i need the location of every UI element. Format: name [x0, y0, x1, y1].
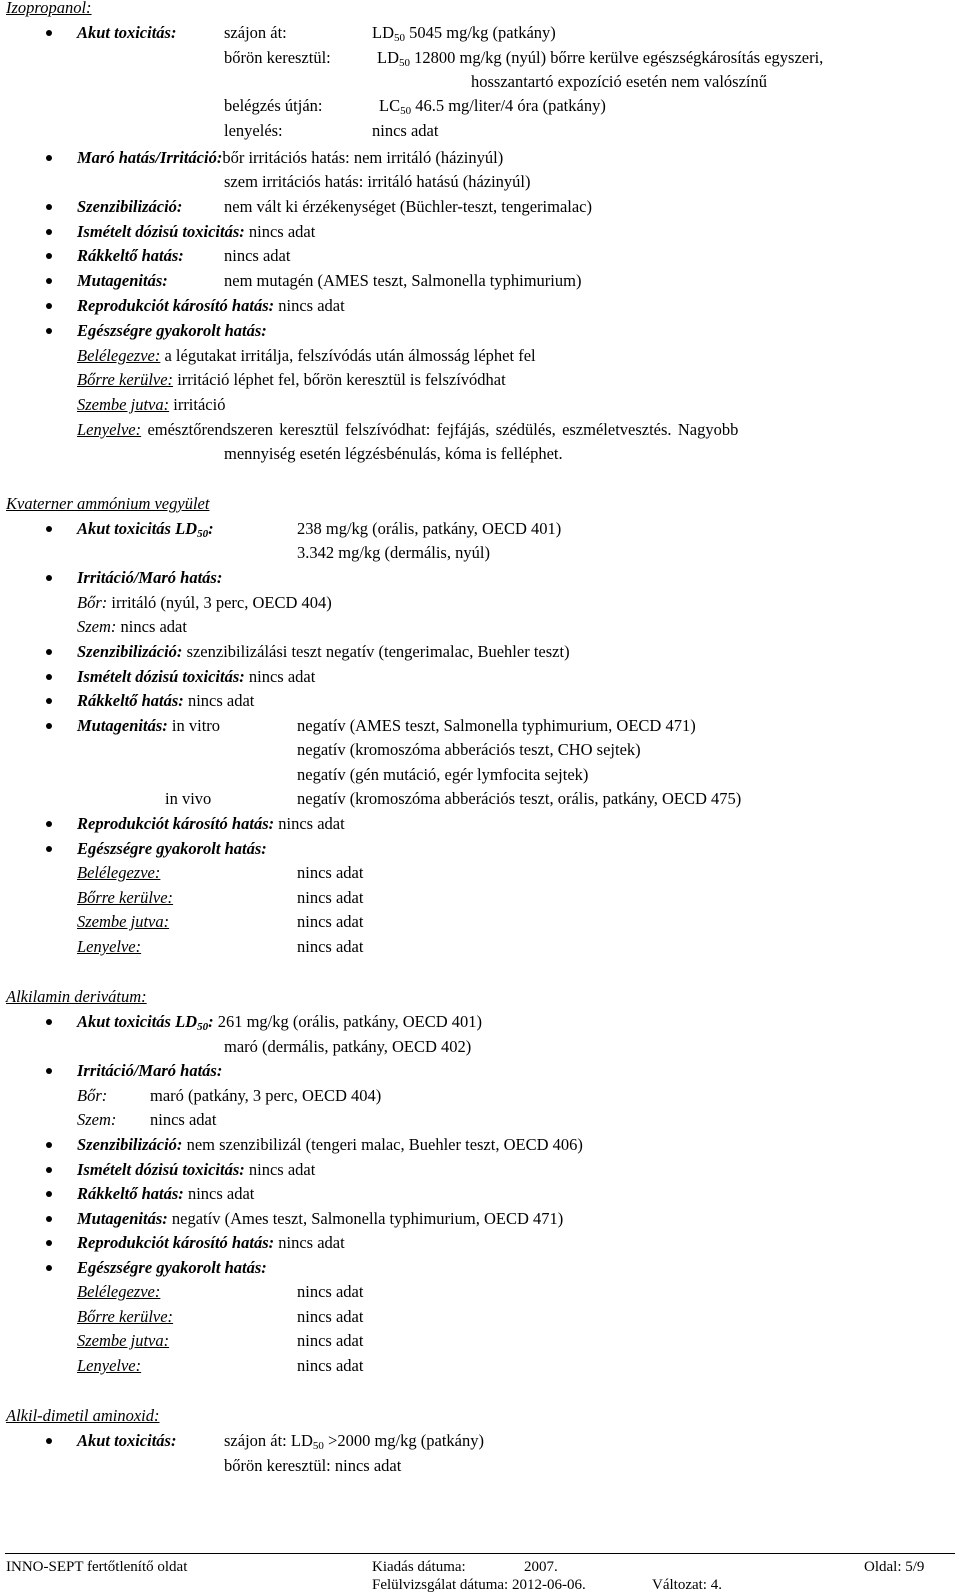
belelegezve-value: nincs adat: [297, 863, 364, 882]
akut-row: Akut toxicitás $LD_{50}$: 261 mg/kg (orális, patkány, OECD 401): [77, 1012, 482, 1033]
rak-row: Rákkeltő hatás: nincs adat: [77, 691, 255, 710]
bullet: [46, 30, 52, 36]
szembe-label: Szembe jutva:: [77, 1331, 170, 1350]
footer-issue-value: 2007.: [524, 1559, 558, 1575]
irr-label: Irritáció/Maró hatás:: [77, 1061, 223, 1080]
belelegezve-row: Belélegezve: a légutakat irritálja, felszívódás után álmosság léphet fel: [77, 346, 536, 365]
ismetelt-row: Ismételt dózisú toxicitás: nincs adat: [77, 222, 316, 241]
bullet: [46, 229, 52, 235]
bullet: [46, 723, 52, 729]
akut-label: Akut toxicitás:: [77, 23, 177, 42]
ismetelt-row: Ismételt dózisú toxicitás: nincs adat: [77, 667, 316, 686]
maro-row-2: szem irritációs hatás: irritáló hatású (házinyúl): [224, 172, 531, 191]
szenz-value: nem vált ki érzékenységet (Büchler-teszt, tengerimalac): [224, 197, 592, 216]
rak-label: Rákkeltő hatás:: [77, 246, 184, 265]
mut-value-4: negatív (kromoszóma abberációs teszt, orális, patkány, OECD 475): [297, 789, 742, 808]
bullet: [46, 253, 52, 259]
bullet: [46, 821, 52, 827]
footer-issue-label: Kiadás dátuma:: [372, 1559, 466, 1575]
akut-value-1: 238 mg/kg (orális, patkány, OECD 401): [297, 519, 562, 538]
szem-row: Szem: nincs adat: [77, 617, 187, 636]
section-title: Alkil-dimetil aminoxid:: [6, 1406, 160, 1425]
dermal-value-cont: hosszantartó expozíció esetén nem valószínű: [471, 72, 767, 91]
bullet: [46, 674, 52, 680]
bullet: [46, 204, 52, 210]
section-title: Kvaterner ammónium vegyület: [6, 494, 210, 513]
route-label: belégzés útján:: [224, 96, 323, 115]
lenyelve-value: nincs adat: [297, 937, 364, 956]
szenz-row: Szenzibilizáció: szenzibilizálási teszt negatív (tengerimalac, Buehler teszt): [77, 642, 570, 661]
bullet: [46, 1438, 52, 1444]
inhalation-value: $LC_{50}$ 46.5 mg/liter/4 óra (patkány): [379, 96, 606, 117]
borre-value: nincs adat: [297, 888, 364, 907]
bullet: [46, 1167, 52, 1173]
bullet: [46, 328, 52, 334]
ingestion-value: nincs adat: [372, 121, 439, 140]
egesz-label: Egészségre gyakorolt hatás:: [77, 839, 267, 858]
szembe-label: Szembe jutva:: [77, 912, 170, 931]
route-label: bőrön keresztül:: [224, 48, 331, 67]
belelegezve-label: Belélegezve:: [77, 1282, 161, 1301]
mut-value-1: negatív (AMES teszt, Salmonella typhimurium, OECD 471): [297, 716, 696, 735]
mut-invivo: in vivo: [165, 789, 212, 808]
lenyelve-label: Lenyelve:: [77, 937, 142, 956]
belelegezve-label: Belélegezve:: [77, 863, 161, 882]
borre-label: Bőrre kerülve:: [77, 1307, 174, 1326]
akut-label: Akut toxicitás $LD_{50}$:: [77, 519, 214, 540]
lenyelve-row-cont: mennyiség esetén légzésbénulás, kóma is felléphet.: [224, 444, 563, 463]
bullet: [46, 1019, 52, 1025]
belelegezve-value: nincs adat: [297, 1282, 364, 1301]
mut-row: Mutagenitás: in vitro: [77, 716, 221, 735]
bullet: [46, 303, 52, 309]
reprod-row: Reprodukciót károsító hatás: nincs adat: [77, 296, 345, 315]
szenz-label: Szenzibilizáció:: [77, 197, 183, 216]
reprod-row: Reprodukciót károsító hatás: nincs adat: [77, 814, 345, 833]
mut-value-3: negatív (gén mutáció, egér lymfocita sejtek): [297, 765, 589, 784]
lenyelve-row: Lenyelve: emésztőrendszeren keresztül felszívódhat: fejfájás, szédülés, eszméletvesztés. Nagyobb: [77, 420, 739, 439]
szembe-value: nincs adat: [297, 1331, 364, 1350]
akut-label: Akut toxicitás:: [77, 1431, 177, 1450]
dermal-value: $LD_{50}$ 12800 mg/kg (nyúl) bőrre kerülve egészségkárosítás egyszeri,: [377, 48, 824, 69]
bullet: [46, 846, 52, 852]
bullet: [46, 1068, 52, 1074]
oral-value: $LD_{50}$ 5045 mg/kg (patkány): [372, 23, 556, 44]
bullet: [46, 649, 52, 655]
szem-label: Szem:: [77, 1110, 117, 1129]
route-label: lenyelés:: [224, 121, 283, 140]
borre-value: nincs adat: [297, 1307, 364, 1326]
borre-label: Bőrre kerülve:: [77, 888, 174, 907]
section-title: Izopropanol:: [6, 0, 92, 17]
mut-value-2: negatív (kromoszóma abberációs teszt, CHO sejtek): [297, 740, 641, 759]
footer-page: Oldal: 5/9: [864, 1559, 925, 1575]
reprod-row: Reprodukciót károsító hatás: nincs adat: [77, 1233, 345, 1252]
ismetelt-row: Ismételt dózisú toxicitás: nincs adat: [77, 1160, 316, 1179]
route-label: szájon át:: [224, 23, 287, 42]
bullet: [46, 155, 52, 161]
szenz-row: Szenzibilizáció: nem szenzibilizál (tengeri malac, Buehler teszt, OECD 406): [77, 1135, 583, 1154]
bullet: [46, 1240, 52, 1246]
footer-revision: Felülvizsgálat dátuma: 2012-06-06.: [372, 1577, 586, 1593]
bullet: [46, 1265, 52, 1271]
maro-row: Maró hatás/Irritáció:bőr irritációs hatás: nem irritáló (házinyúl): [77, 148, 504, 167]
footer-product: INNO-SEPT fertőtlenítő oldat: [6, 1559, 188, 1575]
bor-label: Bőr:: [77, 1086, 108, 1105]
bullet: [46, 526, 52, 532]
dermal-row: bőrön keresztül: nincs adat: [224, 1456, 402, 1475]
akut-value-2: maró (dermális, patkány, OECD 402): [224, 1037, 472, 1056]
borre-row: Bőrre kerülve: irritáció léphet fel, bőrön keresztül is felszívódhat: [77, 370, 506, 389]
mut-row: Mutagenitás: negatív (Ames teszt, Salmonella typhimurium, OECD 471): [77, 1209, 564, 1228]
bullet: [46, 1191, 52, 1197]
szembe-value: nincs adat: [297, 912, 364, 931]
irr-label: Irritáció/Maró hatás:: [77, 568, 223, 587]
szembe-row: Szembe jutva: irritáció: [77, 395, 226, 414]
lenyelve-label: Lenyelve:: [77, 1356, 142, 1375]
bullet: [46, 1216, 52, 1222]
mut-label: Mutagenitás:: [77, 271, 168, 290]
bullet: [46, 698, 52, 704]
section-title: Alkilamin derivátum:: [6, 987, 147, 1006]
szem-value: nincs adat: [150, 1110, 217, 1129]
rak-value: nincs adat: [224, 246, 291, 265]
lenyelve-value: nincs adat: [297, 1356, 364, 1375]
rak-row: Rákkeltő hatás: nincs adat: [77, 1184, 255, 1203]
bor-row: Bőr: irritáló (nyúl, 3 perc, OECD 404): [77, 593, 332, 612]
mut-value: nem mutagén (AMES teszt, Salmonella typhimurium): [224, 271, 582, 290]
footer-version: Változat: 4.: [652, 1577, 722, 1593]
bullet: [46, 278, 52, 284]
footer-rule: [5, 1553, 955, 1554]
bullet: [46, 575, 52, 581]
egesz-label: Egészségre gyakorolt hatás:: [77, 321, 267, 340]
egesz-label: Egészségre gyakorolt hatás:: [77, 1258, 267, 1277]
bullet: [46, 1142, 52, 1148]
oral-row: szájon át: $LD_{50} >2000$ mg/kg (patkány): [224, 1431, 484, 1452]
akut-value-2: 3.342 mg/kg (dermális, nyúl): [297, 543, 490, 562]
bor-value: maró (patkány, 3 perc, OECD 404): [150, 1086, 382, 1105]
